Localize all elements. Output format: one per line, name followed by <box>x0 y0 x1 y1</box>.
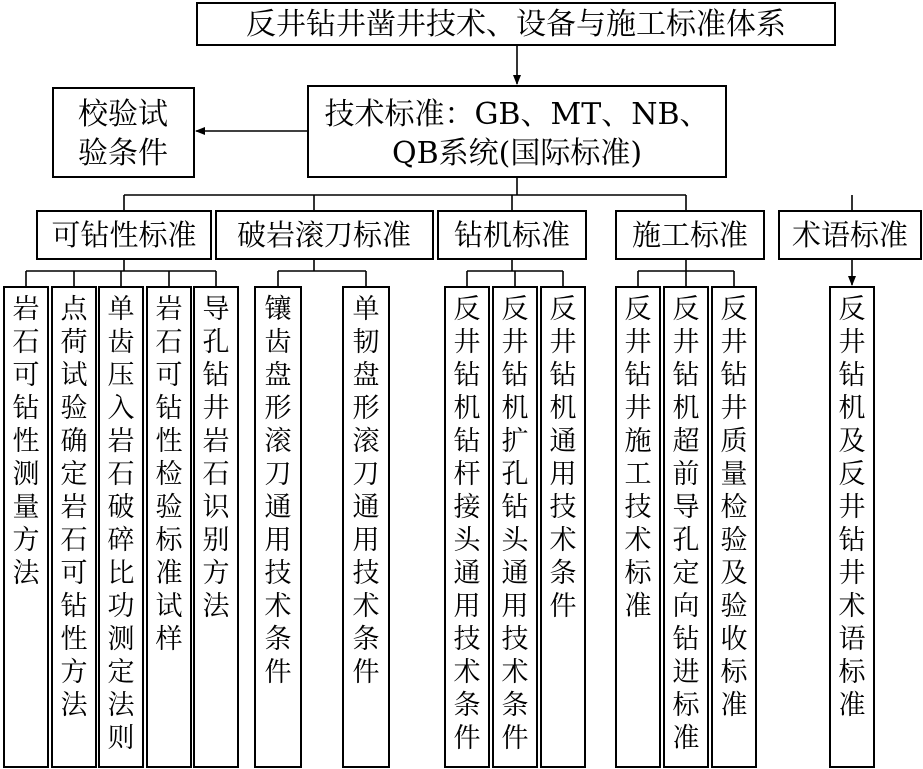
category-construction <box>616 211 764 259</box>
category-label: 术语标准 <box>791 218 909 252</box>
category-terminology <box>779 211 921 259</box>
calibration-test-node <box>53 88 194 177</box>
leaf-label: 岩石可钻性检验标准试样 <box>155 294 183 655</box>
leaf-label: 反井钻机超前导孔定向钻进标准 <box>672 294 700 754</box>
category-label: 破岩滚刀标准 <box>236 218 412 252</box>
technical-standards-line1: 技术标准：GB、MT、NB、 <box>324 97 710 132</box>
leaf-label: 点荷试验确定岩石可钻性方法 <box>60 294 88 721</box>
leaf-label: 单韧盘形滚刀通用技术条件 <box>352 294 380 688</box>
category-label: 钻机标准 <box>453 218 571 252</box>
leaf-label: 反井钻井施工技术标准 <box>624 294 652 622</box>
technical-standards-node <box>308 86 726 177</box>
category-label: 施工标准 <box>631 218 749 252</box>
category-rock-cutter <box>216 211 433 259</box>
leaf-label: 镶齿盘形滚刀通用技术条件 <box>264 294 292 688</box>
root-title: 反井钻井凿井技术、设备与施工标准体系 <box>246 7 786 42</box>
category-drillability <box>37 211 211 259</box>
leaf-label: 反井钻机及反井钻井术语标准 <box>838 294 866 721</box>
leaf-label: 单齿压入岩石破碎比功测定法则 <box>107 294 135 754</box>
root-node <box>197 3 835 45</box>
calibration-test-line1: 校验试 <box>78 97 168 132</box>
leaf-label: 反井钻机扩孔钻头通用技术条件 <box>501 294 529 754</box>
leaf-label: 反井钻机钻杆接头通用技术条件 <box>453 294 481 754</box>
leaf-label: 导孔钻井岩石识别方法 <box>202 294 230 622</box>
category-drilling-rig <box>438 211 586 259</box>
leaf-label: 反井钻机通用技术条件 <box>549 294 577 622</box>
category-label: 可钻性标准 <box>51 218 197 252</box>
calibration-test-line2: 验条件 <box>78 136 168 171</box>
technical-standards-line2: QB系统(国际标准) <box>391 136 643 171</box>
leaf-label: 反井钻井质量检验及验收标准 <box>720 294 748 721</box>
leaf-label: 岩石可钻性测量方法 <box>12 294 40 589</box>
